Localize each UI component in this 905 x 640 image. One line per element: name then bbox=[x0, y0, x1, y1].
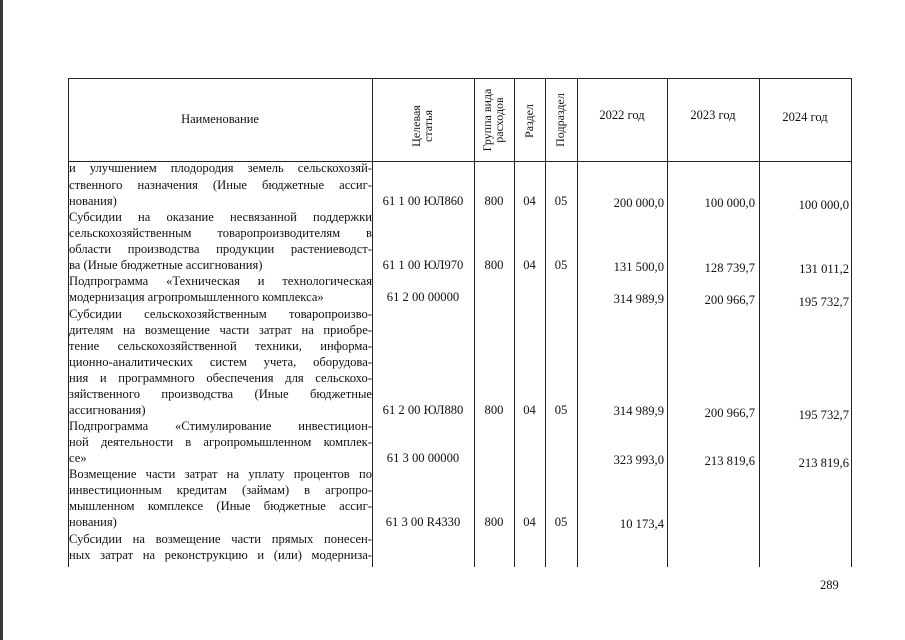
row-section: 04 bbox=[523, 258, 536, 272]
row-name-line: сельскохозяйственным товаропроизводителям в bbox=[69, 226, 372, 240]
header-expense-group-line2: расходов bbox=[492, 97, 506, 143]
row-name-line: Субсидии на возмещение части прямых понесен- bbox=[69, 532, 372, 546]
header-expense-group-line1: Группа вида bbox=[480, 88, 494, 152]
row-name-line: ционно-аналитических систем учета, оборудова- bbox=[69, 355, 372, 369]
row-value-2023: 200 966,7 bbox=[704, 406, 755, 420]
row-value-2023: 213 819,6 bbox=[704, 454, 755, 468]
row-expense-group: 800 bbox=[484, 258, 504, 272]
row-name-line: Подпрограмма «Стимулирование инвестицион- bbox=[69, 419, 372, 433]
row-subsection: 05 bbox=[554, 515, 568, 529]
header-target-article-line2: статья bbox=[421, 110, 435, 142]
row-name-line: Субсидии на оказание несвязанной поддержки bbox=[69, 210, 372, 224]
row-section: 04 bbox=[523, 515, 536, 529]
row-value-2024: 213 819,6 bbox=[798, 456, 849, 470]
row-value-2023: 128 739,7 bbox=[704, 261, 755, 275]
row-section: 04 bbox=[523, 194, 536, 208]
header-target-article bbox=[410, 76, 436, 176]
row-target-article: 61 2 00 ЮЛ880 bbox=[382, 403, 464, 417]
row-expense-group: 800 bbox=[484, 194, 504, 208]
header-year-2024: 2024 год bbox=[782, 110, 828, 124]
page-number: 289 bbox=[820, 578, 839, 592]
row-value-2022: 200 000,0 bbox=[613, 196, 664, 210]
row-name-line: ния и программного обеспечения для сельскохо- bbox=[69, 371, 372, 385]
row-expense-group: 800 bbox=[484, 403, 504, 417]
row-subsection: 05 bbox=[554, 403, 568, 417]
row-name-line: ной деятельности в агропромышленном комплек- bbox=[69, 435, 372, 449]
row-name-line: инвестиционным кредитам (займам) в агропро- bbox=[69, 483, 372, 497]
row-value-2022: 131 500,0 bbox=[613, 260, 664, 274]
row-subsection: 05 bbox=[554, 258, 568, 272]
table-top-border bbox=[68, 78, 851, 79]
col-border-name bbox=[372, 78, 373, 567]
header-name: Наименование bbox=[181, 112, 259, 126]
row-value-2024: 195 732,7 bbox=[798, 408, 849, 422]
row-value-2024: 100 000,0 bbox=[798, 198, 849, 212]
header-year-2023: 2023 год bbox=[690, 108, 736, 122]
header-subsection: Подраздел bbox=[553, 93, 567, 147]
row-value-2022: 10 173,4 bbox=[619, 517, 664, 531]
col-border-group bbox=[514, 78, 515, 567]
header-section: Раздел bbox=[522, 104, 536, 138]
header-target-article-line1: Целевая bbox=[409, 105, 423, 147]
col-border-2023 bbox=[759, 78, 760, 567]
row-value-2024: 195 732,7 bbox=[798, 295, 849, 309]
row-name-line: области производства продукции растениеводст- bbox=[69, 242, 372, 256]
col-border-subsection bbox=[577, 78, 578, 567]
row-name-line: тение сельскохозяйственной техники, информа- bbox=[69, 339, 372, 353]
row-value-2023: 200 966,7 bbox=[704, 293, 755, 307]
row-name-line: зяйственного производства (Иные бюджетные bbox=[69, 387, 372, 401]
row-target-article: 61 3 00 R4330 bbox=[385, 515, 461, 529]
row-name-line: се» bbox=[69, 451, 87, 465]
row-value-2022: 323 993,0 bbox=[613, 453, 664, 467]
col-border-section bbox=[545, 78, 546, 567]
row-name-line: и улучшением плодородия земель сельскохозяй- bbox=[69, 161, 372, 175]
row-value-2022: 314 989,9 bbox=[613, 292, 664, 306]
col-border-2022 bbox=[667, 78, 668, 567]
col-border-code bbox=[474, 78, 475, 567]
row-target-article: 61 2 00 00000 bbox=[386, 290, 460, 304]
row-name-line: нования) bbox=[69, 194, 117, 208]
row-target-article: 61 1 00 ЮЛ860 bbox=[382, 194, 464, 208]
col-border-right bbox=[851, 78, 852, 567]
row-value-2024: 131 011,2 bbox=[799, 262, 849, 276]
row-target-article: 61 1 00 ЮЛ970 bbox=[382, 258, 464, 272]
row-name-line: ных затрат на реконструкцию и (или) модерниза- bbox=[69, 548, 372, 562]
row-section: 04 bbox=[523, 403, 536, 417]
row-name-line: Субсидии сельскохозяйственным товаропроизво- bbox=[69, 307, 372, 321]
row-subsection: 05 bbox=[554, 194, 568, 208]
row-name-line: ва (Иные бюджетные ассигнования) bbox=[69, 258, 263, 272]
row-name-line: Возмещение части затрат на уплату процентов по bbox=[69, 467, 372, 481]
row-name-line: ассигнования) bbox=[69, 403, 146, 417]
header-expense-group bbox=[481, 70, 507, 170]
row-name-line: нования) bbox=[69, 515, 117, 529]
row-name-line: Подпрограмма «Техническая и технологическая bbox=[69, 274, 372, 288]
row-name-line: модернизация агропромышленного комплекса» bbox=[69, 290, 324, 304]
row-target-article: 61 3 00 00000 bbox=[386, 451, 460, 465]
scan-edge bbox=[0, 0, 3, 640]
header-year-2022: 2022 год bbox=[599, 108, 645, 122]
row-name-line: дителям на возмещение части затрат на приобре- bbox=[69, 323, 372, 337]
row-name-line: ственного назначения (Иные бюджетные ассиг- bbox=[69, 178, 372, 192]
row-expense-group: 800 bbox=[484, 515, 504, 529]
row-value-2022: 314 989,9 bbox=[613, 404, 664, 418]
row-name-line: мышленном комплексе (Иные бюджетные ассиг- bbox=[69, 499, 372, 513]
row-value-2023: 100 000,0 bbox=[704, 196, 755, 210]
